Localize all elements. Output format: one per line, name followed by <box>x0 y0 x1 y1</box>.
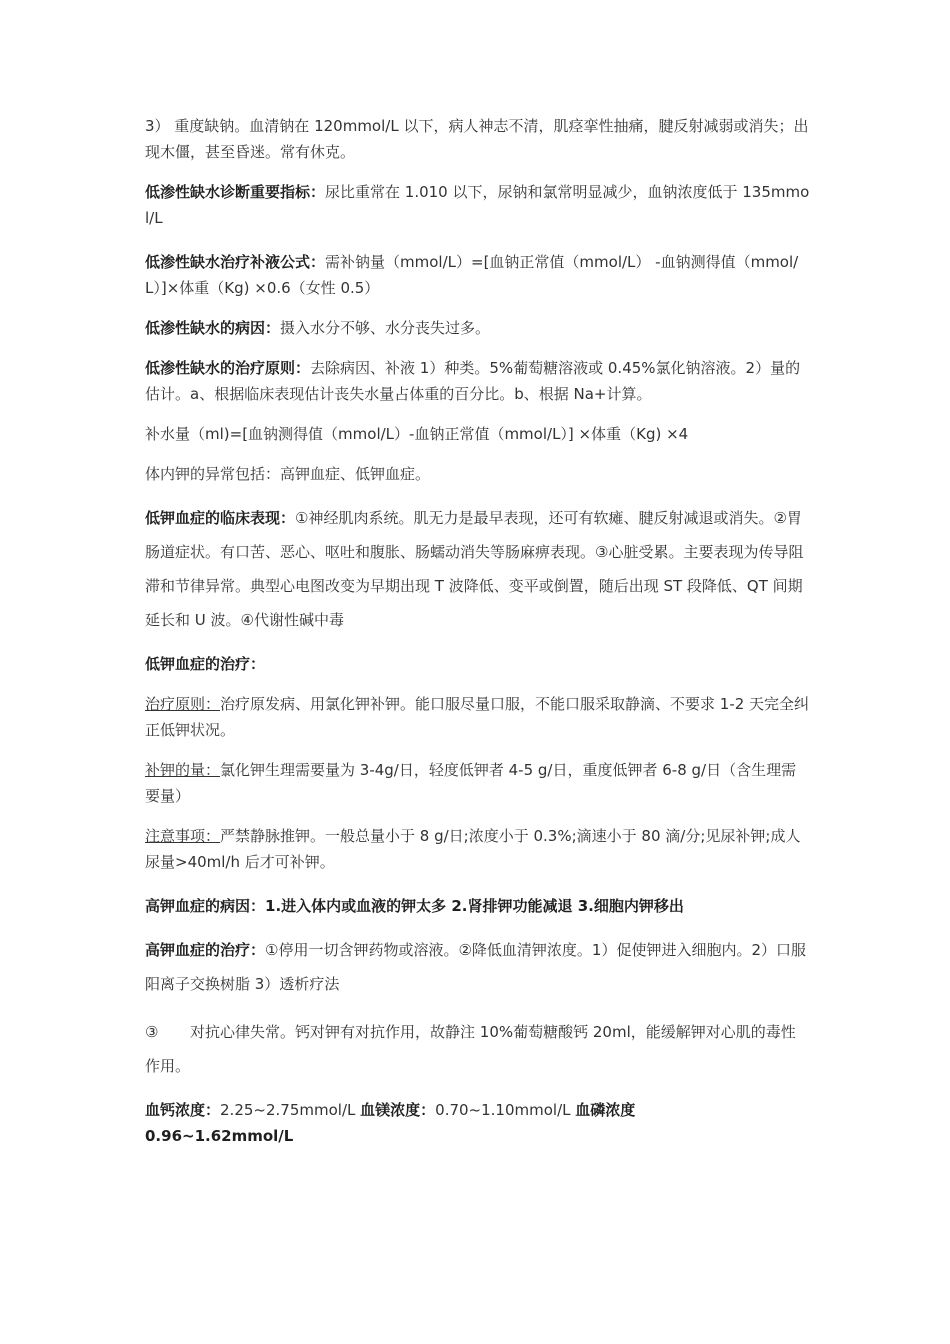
heading-hypokalemia-treatment <box>145 651 810 677</box>
paragraph-text: 严禁静脉推钾。一般总量小于 8 g/日;浓度小于 0.3%;滴速小于 80 滴/分;见尿补钾;成人尿量>40ml/h 后才可补钾。 <box>145 827 801 871</box>
paragraph-severe-hyponatremia <box>145 113 810 165</box>
paragraph-text: 3） 重度缺钠。血清钠在 120mmol/L 以下，病人神志不清，肌痉挛性抽痛，腱反射减弱或消失；出现木僵，甚至昏迷。常有休克。 <box>145 117 809 161</box>
paragraph-text: 尿比重常在 1.010 以下，尿钠和氯常明显减少，血钠浓度低于 135mmol/L <box>145 183 810 227</box>
paragraph-text: 氯化钾生理需要量为 3-4g/日，轻度低钾者 4-5 g/日，重度低钾者 6-8 g/日（含生理需要量） <box>145 761 797 805</box>
paragraph-label: 补钾的量： <box>145 761 221 779</box>
paragraph-hypotonic-cause <box>145 315 810 341</box>
paragraph-text: 补水量（ml)=[血钠测得值（mmol/L）-血钠正常值（mmol/L）] ×体重（Kg) ×4 <box>145 425 689 443</box>
paragraph-treatment-principle <box>145 691 810 743</box>
paragraph-hypotonic-treatment <box>145 355 810 407</box>
paragraph-hyperkalemia-cause <box>145 893 810 919</box>
paragraph-text: 治疗原发病、用氯化钾补钾。能口服尽量口服，不能口服采取静滴、不要求 1-2 天完全纠正低钾状况。 <box>145 695 810 739</box>
paragraph-text: 需补钠量（mmol/L）=[血钠正常值（mmol/L） -血钠测得值（mmol/L）]×体重（Kg) ×0.6（女性 0.5） <box>145 253 799 297</box>
phosphorus-value: 0.96~1.62mmol/L <box>145 1127 294 1145</box>
paragraph-text: 高钾血症的病因：1.进入体内或血液的钾太多 2.肾排钾功能减退 3.细胞内钾移出 <box>145 897 684 915</box>
paragraph-label: 治疗原则： <box>145 695 221 713</box>
paragraph-precautions <box>145 823 810 875</box>
paragraph-text: 体内钾的异常包括：高钾血症、低钾血症。 <box>145 465 431 483</box>
paragraph-hyperkalemia-treatment <box>145 933 810 1001</box>
paragraph-potassium-amount <box>145 757 810 809</box>
paragraph-label: 低钾血症的临床表现： <box>145 509 296 527</box>
paragraph-electrolyte-ranges <box>145 1097 810 1149</box>
document-body <box>145 113 810 1158</box>
paragraph-label: 注意事项： <box>145 827 221 845</box>
paragraph-label: 低渗性缺水诊断重要指标： <box>145 183 326 201</box>
magnesium-label: 血镁浓度： <box>360 1101 436 1119</box>
calcium-value: 2.25~2.75mmol/L <box>220 1101 361 1119</box>
paragraph-text: 摄入水分不够、水分丧失过多。 <box>280 319 491 337</box>
paragraph-text: 对抗心律失常。钙对钾有对抗作用，故静注 10%葡萄糖酸钙 20ml，能缓解钾对心肌的毒性作用。 <box>145 1023 796 1075</box>
paragraph-label: 高钾血症的治疗： <box>145 941 266 959</box>
paragraph-label: 低渗性缺水的病因： <box>145 319 281 337</box>
paragraph-text: ①停用一切含钾药物或溶液。②降低血清钾浓度。1）促使钾进入细胞内。2）口服阳离子交换树脂 3）透析疗法 <box>145 941 807 993</box>
magnesium-value: 0.70~1.10mmol/L <box>435 1101 576 1119</box>
paragraph-potassium-abnormal <box>145 461 810 487</box>
paragraph-water-formula <box>145 421 810 447</box>
list-marker: ③ <box>145 1023 159 1041</box>
paragraph-text: 去除病因、补液 1）种类。5%葡萄糖溶液或 0.45%氯化钠溶液。2）量的估计。a、根据临床表现估计丧失水量占体重的百分比。b、根据 Na+计算。 <box>145 359 801 403</box>
paragraph-text: ①神经肌肉系统。肌无力是最早表现，还可有软瘫、腱反射减退或消失。②胃肠道症状。有口苦、恶心、呕吐和腹胀、肠蠕动消失等肠麻痹表现。③心脏受累。主要表现为传导阻滞和节律异常。典型心电图改变为早期出现 T 波降低、变平或倒置，随后出现 ST 段降低、QT 间期延长和 U 波。④代谢性碱中毒 <box>145 509 804 629</box>
paragraph-label: 低渗性缺水的治疗原则： <box>145 359 311 377</box>
paragraph-hypotonic-diagnosis <box>145 179 810 231</box>
phosphorus-label: 血磷浓度 <box>575 1101 636 1119</box>
calcium-label: 血钙浓度： <box>145 1101 221 1119</box>
paragraph-antiarrhythmia <box>145 1015 810 1083</box>
paragraph-hypotonic-formula <box>145 249 810 301</box>
section-heading: 低钾血症的治疗： <box>145 655 266 673</box>
paragraph-hypokalemia-manifestations <box>145 501 810 637</box>
paragraph-label: 低渗性缺水治疗补液公式： <box>145 253 326 271</box>
